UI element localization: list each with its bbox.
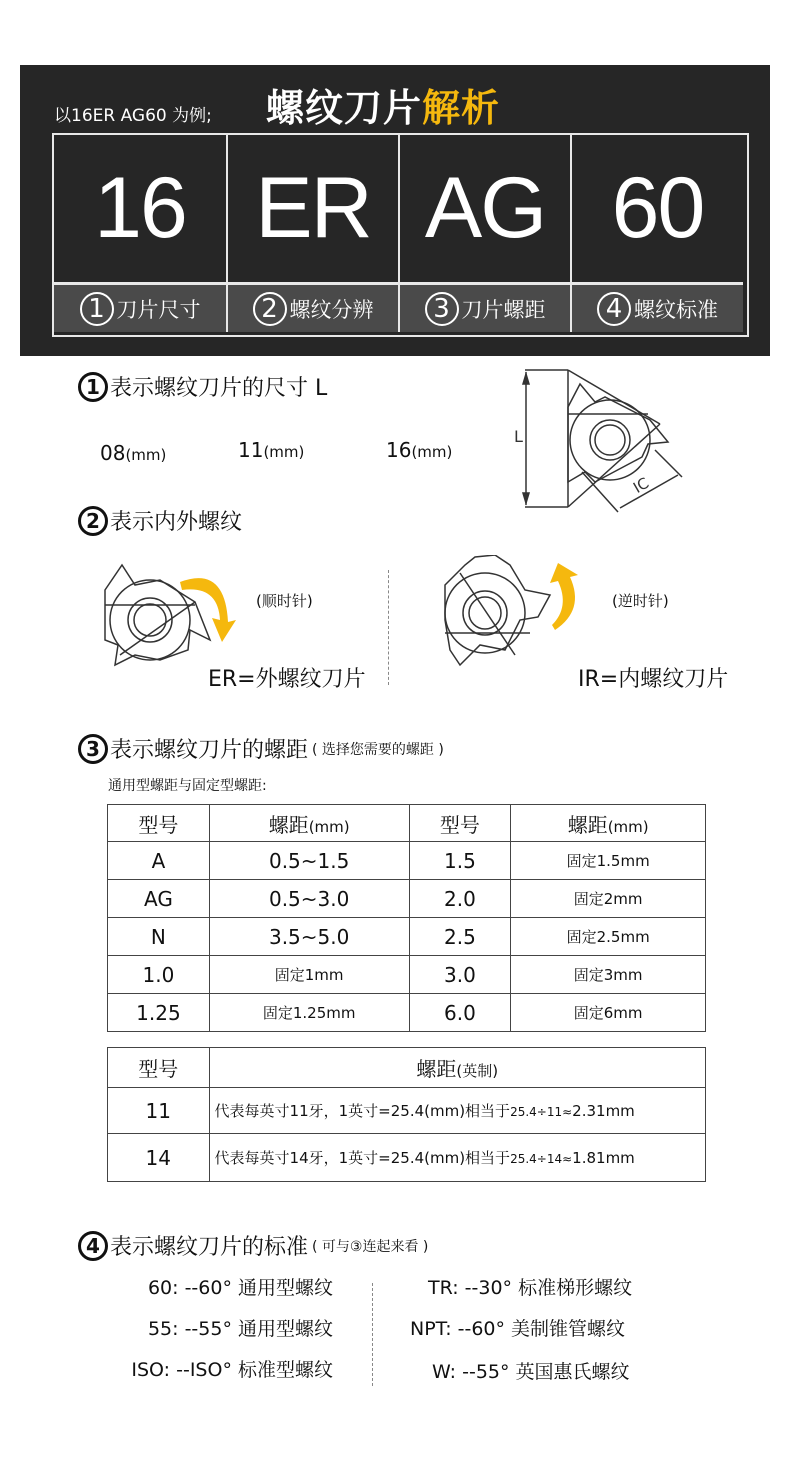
size-option-16 (386, 438, 452, 462)
section-number-badge: 3 (78, 734, 108, 764)
cell-pitch: 固定1.5mm (511, 842, 706, 880)
cell-model: 14 (108, 1134, 210, 1182)
size-option-08 (100, 441, 166, 465)
size-value: 08 (100, 441, 126, 465)
table-row (108, 1134, 706, 1182)
section4-heading (78, 1230, 428, 1261)
section2-title: 表示内外螺纹 (110, 510, 243, 535)
table-row (108, 842, 706, 880)
metric-pitch-table (107, 804, 706, 1032)
cell-pitch: 固定6mm (511, 994, 706, 1032)
header-pitch-text: 螺距 (416, 1057, 457, 1081)
size-value: 11 (238, 438, 264, 462)
cell-model: 1.5 (409, 842, 511, 880)
section3-title: 表示螺纹刀片的螺距 (110, 738, 309, 763)
section1-heading (78, 371, 327, 402)
table-row (108, 1088, 706, 1134)
size-value: 16 (386, 438, 412, 462)
size-unit: (mm) (411, 443, 453, 461)
cell-model: N (108, 918, 210, 956)
cell-pitch: 固定1mm (209, 956, 409, 994)
section1-title: 表示螺纹刀片的尺寸 L (110, 376, 328, 401)
code-label-pitch (400, 282, 572, 332)
desc-text: 代表每英寸14牙，1英寸=25.4(mm)相当于 (214, 1149, 511, 1167)
header-unit: (mm) (308, 817, 350, 836)
header-unit: (mm) (607, 817, 649, 836)
section4-divider (372, 1283, 373, 1386)
code-part-pitch: AG (400, 135, 572, 282)
desc-text: 代表每英寸11牙，1英寸=25.4(mm)相当于 (214, 1102, 511, 1120)
cell-model: AG (108, 880, 210, 918)
section3-heading (78, 733, 444, 764)
cell-model: 11 (108, 1088, 210, 1134)
desc-formula: 25.4÷14≈ (510, 1152, 573, 1166)
table-header-row (108, 1048, 706, 1088)
standard-55: 55: --55° 通用型螺纹 (147, 1318, 333, 1340)
imperial-pitch-table (107, 1047, 706, 1182)
cell-model: 3.0 (409, 956, 511, 994)
code-part-size: 16 (54, 135, 228, 282)
cell-pitch: 固定1.25mm (209, 994, 409, 1032)
circled-number-4: 4 (597, 292, 631, 326)
circled-number-3: 3 (425, 292, 459, 326)
cell-model: 6.0 (409, 994, 511, 1032)
size-unit: (mm) (263, 443, 305, 461)
code-part-standard: 60 (611, 160, 704, 256)
section-number-badge: 1 (78, 372, 108, 402)
size-option-11 (238, 438, 304, 462)
banner-title-highlight: 解析 (422, 86, 501, 130)
header-pitch (209, 1048, 705, 1088)
banner-title (266, 77, 500, 132)
banner-subtitle: 以16ER AG60 为例; (54, 106, 212, 126)
er-type-label: ER=外螺纹刀片 (208, 667, 366, 692)
table-row (108, 918, 706, 956)
header-unit: (英制) (456, 1062, 499, 1080)
header-pitch (511, 805, 706, 842)
desc-formula: 25.4÷11≈ (510, 1105, 573, 1119)
title-banner (20, 65, 770, 356)
section3-note: ( 选择您需要的螺距 ) (312, 741, 444, 758)
section-number-badge: 2 (78, 506, 108, 536)
circled-number-1: 1 (80, 292, 114, 326)
section-number-badge: 4 (78, 1231, 108, 1261)
cell-pitch: 3.5~5.0 (209, 918, 409, 956)
header-pitch-text: 螺距 (567, 812, 608, 837)
header-model: 型号 (409, 805, 511, 842)
code-part-type: ER (228, 135, 400, 282)
standard-60: 60: --60° 通用型螺纹 (147, 1277, 333, 1299)
banner-title-main: 螺纹刀片 (266, 86, 423, 130)
er-rotation-label: (顺时针) (256, 592, 313, 610)
standard-iso: ISO: --ISO° 标准型螺纹 (131, 1359, 333, 1381)
ir-rotation-label: (逆时针) (612, 592, 669, 610)
code-label-text: 螺纹分辨 (289, 297, 374, 322)
standard-npt: NPT: --60° 美制锥管螺纹 (410, 1318, 626, 1340)
section4-note: ( 可与③连起来看 ) (312, 1238, 429, 1255)
header-pitch-text: 螺距 (268, 812, 309, 837)
dimension-label-l: L (514, 427, 523, 446)
counterclockwise-arrow-icon (550, 563, 578, 630)
code-label-text: 刀片螺距 (461, 297, 546, 322)
cell-model: 1.0 (108, 956, 210, 994)
insert-dimension-diagram (510, 362, 695, 522)
section2-divider (388, 570, 389, 685)
ir-type-label: IR=内螺纹刀片 (578, 667, 729, 692)
cell-model: 2.0 (409, 880, 511, 918)
section3-subtitle: 通用型螺距与固定型螺距: (108, 778, 267, 794)
cell-pitch: 固定2mm (511, 880, 706, 918)
cell-pitch: 固定2.5mm (511, 918, 706, 956)
code-label-size (54, 282, 228, 332)
ir-insert-icon (440, 555, 590, 675)
table-header-row (108, 805, 706, 842)
circled-number-2: 2 (253, 292, 287, 326)
desc-result: 1.81mm (572, 1149, 635, 1167)
size-unit: (mm) (125, 446, 167, 464)
er-insert-icon (100, 560, 240, 670)
dimension-label-ic: IC (630, 473, 652, 497)
desc-result: 2.31mm (572, 1102, 635, 1120)
code-label-standard (572, 282, 743, 332)
header-model: 型号 (108, 1048, 210, 1088)
table-row (108, 994, 706, 1032)
cell-description (209, 1134, 705, 1182)
code-label-type (228, 282, 400, 332)
cell-pitch: 0.5~1.5 (209, 842, 409, 880)
cell-pitch: 固定3mm (511, 956, 706, 994)
section4-title: 表示螺纹刀片的标准 (110, 1235, 309, 1260)
header-pitch (209, 805, 409, 842)
cell-model: 2.5 (409, 918, 511, 956)
standard-tr: TR: --30° 标准梯形螺纹 (428, 1277, 633, 1299)
standard-w: W: --55° 英国惠氏螺纹 (432, 1361, 630, 1383)
cell-pitch: 0.5~3.0 (209, 880, 409, 918)
cell-description (209, 1088, 705, 1134)
cell-model: A (108, 842, 210, 880)
cell-model: 1.25 (108, 994, 210, 1032)
code-label-text: 螺纹标准 (634, 297, 718, 322)
section2-heading (78, 505, 242, 536)
header-model: 型号 (108, 805, 210, 842)
table-row (108, 956, 706, 994)
code-label-text: 刀片尺寸 (116, 297, 201, 322)
table-row (108, 880, 706, 918)
code-breakdown-grid (52, 133, 749, 337)
